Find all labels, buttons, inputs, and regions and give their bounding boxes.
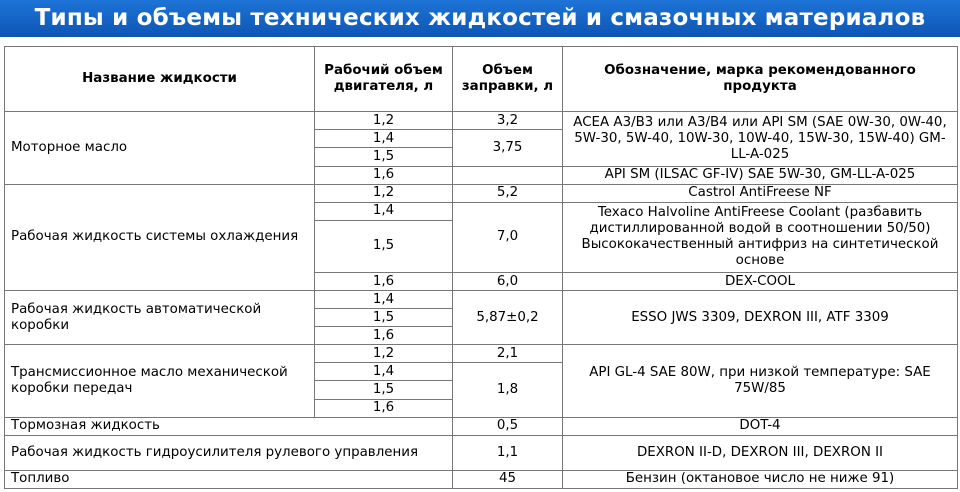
fill-volume-cell: 5,87±0,2 — [453, 291, 563, 345]
engine-volume-cell: 1,5 — [315, 148, 453, 166]
engine-volume-cell: 1,2 — [315, 345, 453, 363]
engine-volume-cell: 1,6 — [315, 166, 453, 184]
fill-volume-cell: 2,1 — [453, 345, 563, 363]
header-engine-volume: Рабочий объем двигателя, л — [315, 47, 453, 112]
fill-volume-cell: 6,0 — [453, 272, 563, 290]
fill-volume-cell: 3,2 — [453, 112, 563, 130]
table-row — [5, 112, 958, 130]
engine-volume-cell: 1,4 — [315, 363, 453, 381]
product-spec-cell: ACEA A3/B3 или A3/B4 или API SM (SAE 0W-30, 0W-40, 5W-30, 5W-40, 10W-30, 10W-40, 15W-30, 15W-40) GM-LL-A-025 — [563, 112, 958, 166]
engine-volume-cell: 1,6 — [315, 399, 453, 417]
fluid-name-engine-oil: Моторное масло — [5, 112, 315, 184]
engine-volume-cell: 1,4 — [315, 130, 453, 148]
fill-volume-cell: 1,8 — [453, 363, 563, 417]
table-row — [5, 345, 958, 363]
engine-volume-cell: 1,6 — [315, 327, 453, 345]
engine-volume-cell: 1,4 — [315, 202, 453, 220]
fluid-name-manual: Трансмиссионное масло механической коробки передач — [5, 345, 315, 417]
engine-volume-cell: 1,2 — [315, 112, 453, 130]
product-spec-cell: Castrol AntiFreese NF — [563, 184, 958, 202]
fill-volume-cell — [453, 166, 563, 184]
fluid-name-fuel: Топливо — [5, 470, 453, 488]
product-spec-cell: DEXRON II-D, DEXRON III, DEXRON II — [563, 435, 958, 470]
table-header-row — [5, 47, 958, 112]
table-row — [5, 435, 958, 470]
fill-volume-cell: 45 — [453, 470, 563, 488]
header-fluid-name: Название жидкости — [5, 47, 315, 112]
fill-volume-cell: 3,75 — [453, 130, 563, 166]
product-spec-cell: API GL-4 SAE 80W, при низкой температуре: SAE 75W/85 — [563, 345, 958, 417]
fill-volume-cell: 7,0 — [453, 202, 563, 272]
fluid-name-brake: Тормозная жидкость — [5, 417, 453, 435]
engine-volume-cell: 1,2 — [315, 184, 453, 202]
fluid-name-steering: Рабочая жидкость гидроусилителя рулевого управления — [5, 435, 453, 470]
engine-volume-cell: 1,5 — [315, 220, 453, 272]
page-title: Типы и объемы технических жидкостей и смазочных материалов — [0, 0, 960, 37]
fluids-table — [4, 46, 958, 489]
engine-volume-cell: 1,5 — [315, 309, 453, 327]
fluid-name-automatic: Рабочая жидкость автоматической коробки — [5, 291, 315, 345]
table-row — [5, 417, 958, 435]
engine-volume-cell: 1,6 — [315, 272, 453, 290]
fluid-name-coolant: Рабочая жидкость системы охлаждения — [5, 184, 315, 290]
product-spec-cell: Texaco Halvoline AntiFreese Coolant (разбавить дистиллированной водой в соотношении 50/50) Высококачественный антифриз на синтетической основе — [563, 202, 958, 272]
table-row — [5, 291, 958, 309]
fill-volume-cell: 0,5 — [453, 417, 563, 435]
engine-volume-cell: 1,4 — [315, 291, 453, 309]
product-spec-cell: Бензин (октановое число не ниже 91) — [563, 470, 958, 488]
fill-volume-cell: 5,2 — [453, 184, 563, 202]
product-spec-cell: ESSO JWS 3309, DEXRON III, ATF 3309 — [563, 291, 958, 345]
header-fill-volume: Объем заправки, л — [453, 47, 563, 112]
table-row — [5, 184, 958, 202]
product-spec-cell: DEX-COOL — [563, 272, 958, 290]
product-spec-cell: API SM (ILSAC GF-IV) SAE 5W-30, GM-LL-A-025 — [563, 166, 958, 184]
product-spec-cell: DOT-4 — [563, 417, 958, 435]
fill-volume-cell: 1,1 — [453, 435, 563, 470]
header-product-spec: Обозначение, марка рекомендованного продукта — [563, 47, 958, 112]
engine-volume-cell: 1,5 — [315, 381, 453, 399]
table-row — [5, 470, 958, 488]
